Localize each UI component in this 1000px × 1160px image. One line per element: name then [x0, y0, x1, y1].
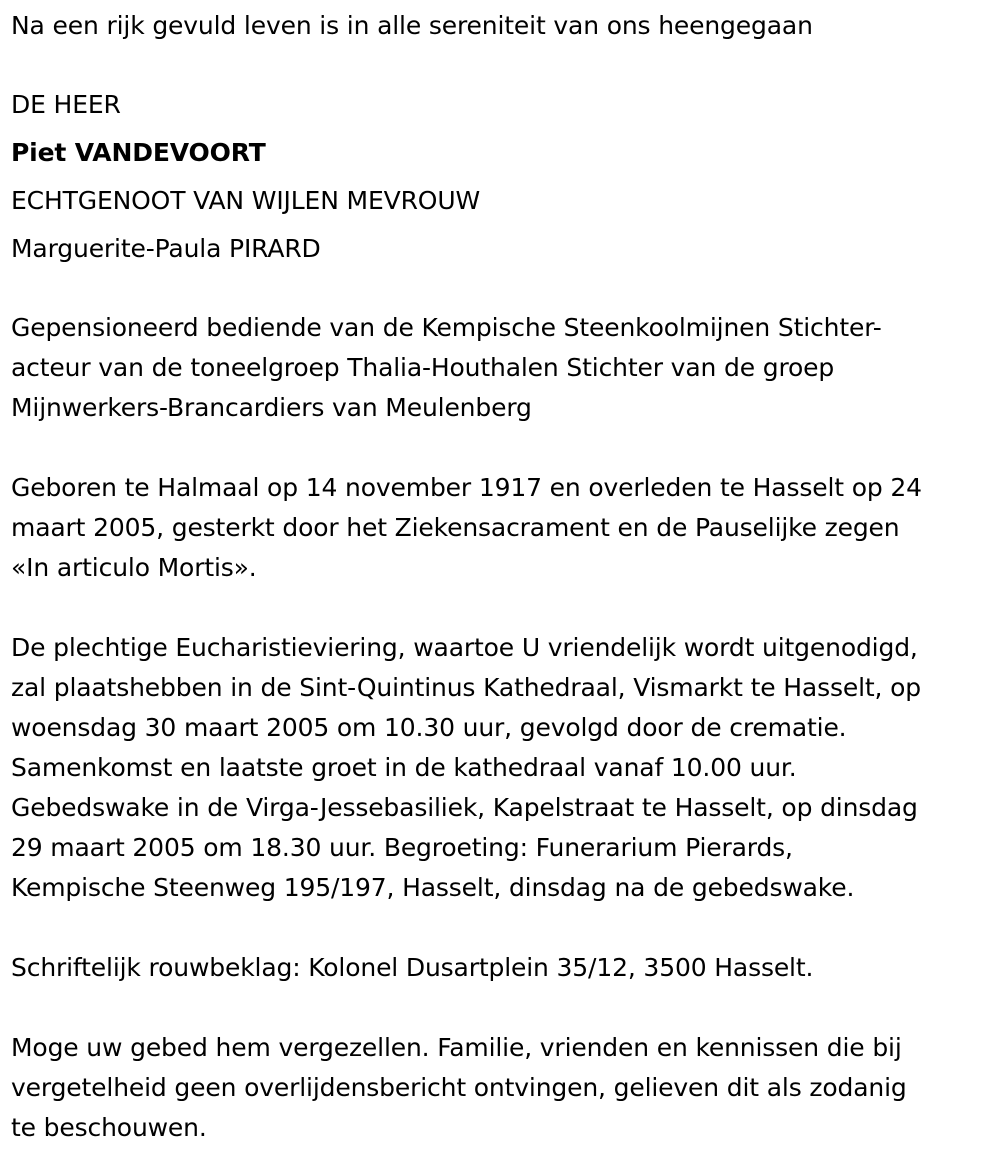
- birth-death-line: maart 2005, gesterkt door het Ziekensacrament en de Pauselijke zegen: [11, 513, 900, 542]
- birth-death-line: Geboren te Halmaal op 14 november 1917 en overleden te Hasselt op 24: [11, 473, 922, 502]
- service-line: zal plaatshebben in de Sint-Quintinus Kathedraal, Vismarkt te Hasselt, op: [11, 673, 921, 702]
- service-line: 29 maart 2005 om 18.30 uur. Begroeting: Funerarium Pierards,: [11, 833, 793, 862]
- career-line: acteur van de toneelgroep Thalia-Houthalen Stichter van de groep: [11, 353, 835, 382]
- career-line: Gepensioneerd bediende van de Kempische Steenkoolmijnen Stichter-: [11, 313, 882, 342]
- career-paragraph: [11, 308, 996, 428]
- intro-line: Na een rijk gevuld leven is in alle sereniteit van ons heengegaan: [11, 11, 813, 40]
- service-line: De plechtige Eucharistieviering, waartoe U vriendelijk wordt uitgenodigd,: [11, 633, 918, 662]
- closing-line: vergetelheid geen overlijdensbericht ontvingen, gelieven dit als zodanig: [11, 1073, 907, 1102]
- death-notice: [11, 0, 996, 1148]
- condolences-line: Schriftelijk rouwbeklag: Kolonel Dusartplein 35/12, 3500 Hasselt.: [11, 953, 814, 982]
- honorific: DE HEER: [11, 90, 121, 119]
- closing-line: te beschouwen.: [11, 1113, 207, 1142]
- service-line: woensdag 30 maart 2005 om 10.30 uur, gevolgd door de crematie.: [11, 713, 847, 742]
- career-line: Mijnwerkers-Brancardiers van Meulenberg: [11, 393, 532, 422]
- closing-line: Moge uw gebed hem vergezellen. Familie, vrienden en kennissen die bij: [11, 1033, 902, 1062]
- closing-paragraph: [11, 1028, 996, 1148]
- birth-death-line: «In articulo Mortis».: [11, 553, 257, 582]
- spouse-name: Marguerite-Paula PIRARD: [11, 234, 321, 263]
- deceased-name: Piet VANDEVOORT: [11, 138, 266, 167]
- service-line: Gebedswake in de Virga-Jessebasiliek, Kapelstraat te Hasselt, op dinsdag: [11, 793, 918, 822]
- service-line: Samenkomst en laatste groet in de kathedraal vanaf 10.00 uur.: [11, 753, 797, 782]
- service-line: Kempische Steenweg 195/197, Hasselt, dinsdag na de gebedswake.: [11, 873, 855, 902]
- service-paragraph: [11, 628, 996, 908]
- birth-death-paragraph: [11, 468, 996, 588]
- relation-line: ECHTGENOOT VAN WIJLEN MEVROUW: [11, 186, 481, 215]
- condolences-paragraph: [11, 948, 996, 988]
